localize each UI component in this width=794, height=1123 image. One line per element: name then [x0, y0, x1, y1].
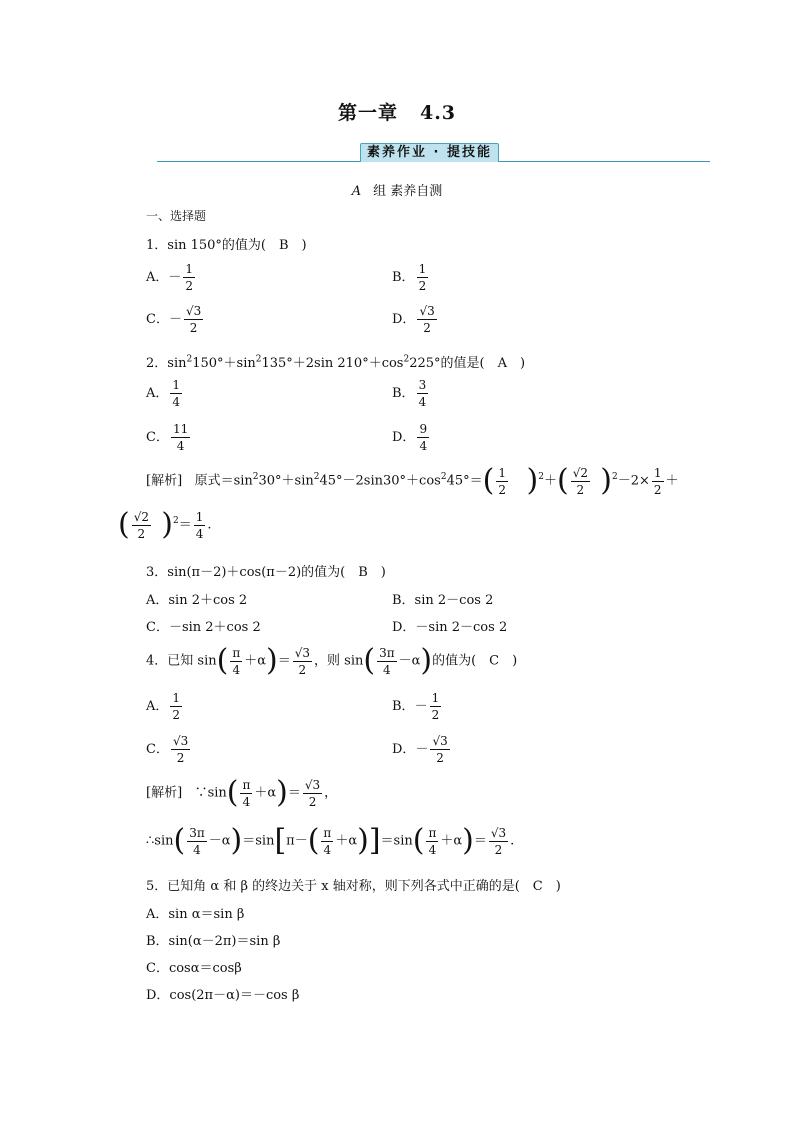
exponent: 2 — [252, 472, 259, 483]
q3-option-b[interactable]: B．sin 2－cos 2 — [392, 593, 494, 608]
analysis-text: ＝ — [287, 785, 301, 801]
numerator: 1 — [653, 465, 662, 480]
analysis-text: ＋ — [665, 473, 679, 489]
stem-part: 4．已知 sin — [146, 653, 217, 669]
numerator: 1 — [185, 262, 194, 276]
option-label: B． — [392, 386, 415, 401]
fraction — [571, 467, 590, 496]
denominator: 2 — [431, 708, 440, 722]
analysis-tag: [解析] — [146, 473, 183, 489]
fraction — [132, 511, 151, 540]
numerator: π — [242, 777, 251, 792]
q2-analysis-line-1 — [146, 463, 679, 498]
analysis-text: ＝ — [473, 833, 487, 849]
exponent: 2 — [611, 472, 618, 483]
fraction — [293, 647, 312, 676]
q1-option-a[interactable] — [146, 263, 197, 292]
analysis-text: ＝ — [178, 517, 192, 533]
numerator: √3 — [304, 777, 321, 792]
q2-option-b[interactable] — [392, 379, 430, 408]
analysis-text: ＋α — [335, 833, 358, 849]
right-paren: ) — [266, 643, 278, 678]
q4-option-a[interactable] — [146, 692, 184, 721]
right-paren: ) — [161, 507, 173, 542]
question-5-stem: 5．已知角 α 和 β 的终边关于 x 轴对称，则下列各式中正确的是( C ) — [146, 879, 561, 894]
right-paren: ) — [600, 463, 612, 498]
option-label: D． — [392, 742, 416, 757]
option-label: B． — [392, 270, 415, 285]
denominator: 2 — [498, 482, 506, 497]
denominator: 2 — [176, 751, 185, 765]
q4-option-c[interactable] — [146, 735, 192, 764]
analysis-text: . — [207, 517, 212, 533]
analysis-text: π－ — [286, 833, 308, 849]
fraction — [321, 827, 333, 856]
denominator: 2 — [308, 794, 317, 809]
denominator: 4 — [428, 842, 437, 857]
analysis-text: ＋ — [543, 473, 557, 489]
right-paren: ) — [526, 463, 539, 498]
q2-option-c[interactable] — [146, 423, 192, 452]
left-paren: ( — [216, 643, 229, 678]
q4-option-d[interactable] — [392, 735, 452, 764]
option-label: D． — [392, 312, 416, 327]
q5-option-b[interactable]: B．sin(α－2π)＝sin β — [146, 934, 281, 949]
section-number: 4.3 — [419, 102, 457, 124]
stem-part: ，则 sin — [314, 653, 364, 669]
left-paren: ( — [556, 463, 569, 498]
fraction — [171, 735, 190, 764]
page-title — [0, 98, 794, 125]
right-paren: ) — [357, 823, 369, 858]
right-bracket: ] — [368, 823, 381, 858]
analysis-text: ＝sin — [380, 833, 413, 849]
numerator: 1 — [431, 691, 440, 705]
left-paren: ( — [412, 823, 425, 858]
numerator: 3 — [418, 378, 427, 392]
option-label: C． — [146, 742, 169, 757]
analysis-text: －2× — [617, 473, 650, 489]
analysis-text: ， — [324, 785, 338, 801]
fraction — [171, 423, 190, 452]
fraction — [230, 647, 242, 676]
fraction — [187, 827, 207, 856]
numerator: π — [323, 825, 332, 840]
q1-option-b[interactable] — [392, 263, 430, 292]
q2-analysis-line-2 — [118, 507, 212, 542]
stem-part: －α — [398, 653, 421, 669]
q3-option-c[interactable]: C．－sin 2＋cos 2 — [146, 620, 261, 635]
exponent: 2 — [403, 354, 410, 365]
exponent: 2 — [313, 472, 320, 483]
fraction — [377, 647, 397, 676]
left-paren: ( — [307, 823, 320, 858]
denominator: 2 — [436, 751, 444, 765]
option-label: A． — [146, 386, 169, 401]
right-paren: ) — [462, 823, 474, 858]
numerator: 1 — [195, 509, 204, 524]
left-paren: ( — [482, 463, 495, 498]
numerator: 1 — [172, 378, 181, 392]
numerator: √3 — [419, 304, 435, 318]
denominator: 4 — [232, 662, 241, 677]
denominator: 4 — [172, 395, 181, 409]
q1-option-d[interactable] — [392, 305, 439, 334]
right-paren: ) — [420, 643, 433, 678]
denominator: 4 — [242, 794, 251, 809]
stem-part: 2．sin — [146, 356, 187, 371]
denominator: 4 — [323, 842, 332, 857]
question-1-stem: 1．sin 150°的值为( B ) — [146, 238, 307, 253]
denominator: 4 — [176, 439, 185, 453]
analysis-text: 45°＝ — [446, 473, 483, 489]
question-2-stem — [146, 352, 525, 371]
analysis-text: ∵sin — [194, 785, 227, 801]
left-paren: ( — [363, 643, 376, 678]
denominator: 2 — [137, 526, 146, 541]
denominator: 4 — [418, 395, 427, 409]
exponent: 2 — [186, 354, 193, 365]
option-label: D． — [392, 430, 416, 445]
option-sign: － — [415, 742, 429, 757]
option-label: C． — [146, 430, 169, 445]
numerator: √3 — [185, 304, 202, 318]
denominator: 4 — [419, 439, 428, 453]
denominator: 4 — [193, 842, 201, 857]
numerator: √2 — [133, 509, 149, 524]
fraction — [240, 779, 252, 808]
q4-option-b[interactable] — [392, 692, 443, 721]
fraction — [417, 423, 429, 452]
stem-part: 135°＋2sin 210°＋cos — [261, 356, 404, 371]
right-paren: ) — [276, 775, 288, 810]
fraction — [652, 467, 664, 496]
numerator: 1 — [418, 262, 427, 276]
denominator: 2 — [494, 842, 503, 857]
left-bracket: [ — [274, 823, 287, 858]
analysis-text: －α — [208, 833, 231, 849]
section-title: 一、选择题 — [146, 209, 207, 223]
q2-option-d[interactable] — [392, 423, 431, 452]
question-4-stem — [146, 643, 518, 678]
stem-part: 225°的值是( A ) — [409, 356, 526, 371]
fraction — [303, 779, 322, 808]
denominator: 2 — [423, 321, 431, 335]
banner-label: 素养作业 · 提技能 — [360, 143, 499, 162]
fraction — [170, 692, 182, 721]
fraction — [184, 305, 203, 334]
option-label: A． — [146, 270, 169, 285]
denominator: 4 — [383, 662, 391, 677]
denominator: 2 — [298, 662, 307, 677]
left-paren: ( — [226, 775, 239, 810]
numerator: √2 — [572, 465, 588, 480]
analysis-tag: [解析] — [146, 785, 183, 801]
numerator: √3 — [490, 825, 507, 840]
fraction — [426, 827, 438, 856]
denominator: 2 — [189, 321, 198, 335]
numerator: √3 — [294, 645, 311, 660]
numerator: 3π — [379, 645, 395, 660]
fraction — [417, 379, 429, 408]
left-paren: ( — [118, 507, 130, 542]
q5-option-d[interactable]: D．cos(2π－α)＝－cos β — [146, 988, 300, 1003]
numerator: π — [428, 825, 437, 840]
analysis-text: . — [510, 833, 515, 849]
fraction — [430, 692, 442, 721]
numerator: 3π — [189, 825, 205, 840]
stem-part: ＝ — [277, 653, 291, 669]
q3-option-a[interactable]: A．sin 2＋cos 2 — [146, 593, 248, 608]
option-label: A． — [146, 699, 169, 714]
denominator: 2 — [185, 279, 194, 293]
numerator: 11 — [172, 422, 189, 436]
exponent: 2 — [172, 516, 179, 527]
denominator: 2 — [172, 708, 181, 722]
denominator: 2 — [576, 482, 585, 497]
exponent: 2 — [440, 472, 447, 483]
fraction — [194, 511, 206, 540]
analysis-text: 30°＋sin — [258, 473, 314, 489]
exponent: 2 — [538, 472, 544, 483]
right-paren: ) — [230, 823, 243, 858]
q2-option-a[interactable] — [146, 379, 184, 408]
q4-analysis-line-2 — [146, 823, 515, 858]
analysis-text: 原式＝sin — [194, 473, 253, 489]
question-3-stem: 3．sin(π－2)＋cos(π－2)的值为( B ) — [146, 565, 386, 580]
q1-option-c[interactable] — [146, 305, 205, 334]
exponent: 2 — [255, 354, 262, 365]
denominator: 4 — [195, 526, 204, 541]
fraction — [183, 263, 195, 292]
fraction — [496, 467, 508, 496]
option-sign: － — [168, 270, 182, 285]
stem-part: 的值为( C ) — [432, 653, 518, 669]
denominator: 2 — [418, 279, 427, 293]
analysis-text: ＋α — [440, 833, 463, 849]
group-heading — [0, 180, 794, 199]
numerator: √3 — [432, 734, 448, 748]
left-paren: ( — [173, 823, 186, 858]
chapter-label: 第一章 — [337, 102, 398, 124]
analysis-text: ＝sin — [242, 833, 275, 849]
fraction — [489, 827, 508, 856]
fraction — [417, 305, 436, 334]
numerator: 1 — [172, 691, 181, 705]
numerator: 1 — [498, 465, 506, 480]
option-label: C． — [146, 312, 169, 327]
analysis-text: ＋α — [254, 785, 277, 801]
analysis-text: ∴sin — [146, 833, 174, 849]
stem-part: ＋α — [244, 653, 266, 669]
numerator: 9 — [419, 422, 428, 436]
q4-analysis-line-1 — [146, 775, 338, 810]
numerator: π — [232, 645, 241, 660]
option-sign: － — [168, 312, 182, 327]
fraction — [170, 379, 182, 408]
q3-option-d[interactable]: D．－sin 2－cos 2 — [392, 620, 508, 635]
group-label: 组 素养自测 — [373, 184, 443, 199]
denominator: 2 — [653, 482, 662, 497]
q5-option-a[interactable]: A．sin α＝sin β — [146, 907, 245, 922]
stem-part: 150°＋sin — [192, 356, 256, 371]
analysis-text: 45°－2sin30°＋cos — [319, 473, 441, 489]
option-sign: － — [414, 699, 428, 714]
numerator: √3 — [172, 734, 189, 748]
q5-option-c[interactable]: C．cosα＝cosβ — [146, 961, 242, 976]
group-letter: A — [351, 184, 362, 199]
option-label: B． — [392, 699, 415, 714]
fraction — [430, 735, 449, 764]
fraction — [417, 263, 429, 292]
